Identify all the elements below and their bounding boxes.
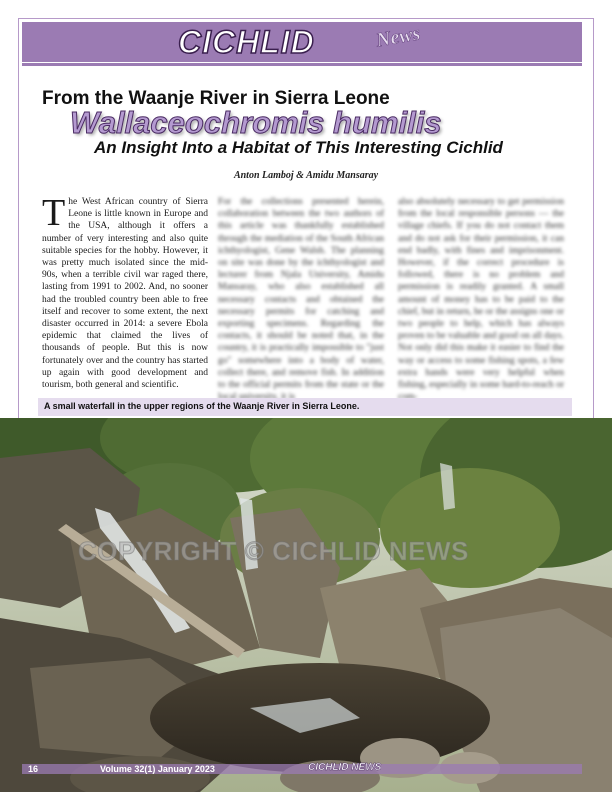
article-authors: Anton Lamboj & Amidu Mansaray <box>233 170 379 181</box>
species-title: Wallaceochromis humilis <box>70 105 442 140</box>
issue-info: Volume 32(1) January 2023 <box>100 764 215 774</box>
masthead-rule <box>22 63 582 66</box>
footer-logo: CICHLID NEWS <box>308 762 382 773</box>
copyright-watermark: COPYRIGHT © CICHLID NEWS <box>78 536 469 566</box>
column-1-text: he West African country of Sierra Leone is little known in Europe and the USA, although it offers a number of very interesting and also quite suitable species for the hobby. However, it was pretty much isolated since the mid-90s, when a terrible civil war raged there, lasting from 1991 to 2002. And, no sooner had the troubled country been able to free itself and recover to some extent, the next disaster occurred in 2014: a severe Ebola epidemic that claimed the lives of thousands of people. But this is now fortunately over and the country has started up again with good development and tourism, both general and scientific. <box>42 197 208 391</box>
column-3-text: also absolutely necessary to get permission from the local responsible persons — the village chiefs. If you do not contact them and do not ask for their permission, it can end badly, with fines and imprisonment. However, if the correct procedure is followed, there is no problem and permission is readily granted. A small amount of money has to be paid to the chief, but in return, he or the assigns one or two people to help, which has always proven to be valuable and good on all days. Not only did this make it easier to find the way or access to some fishing spots, a few extra hands were very helpful when fishing, especially in some hard-to-reach or <box>398 197 564 391</box>
masthead-subtitle: News <box>374 22 422 52</box>
waterfall-photo <box>0 418 612 792</box>
text-column-1 <box>42 192 208 391</box>
waterfall-image <box>0 418 612 792</box>
drop-cap: T <box>42 192 66 234</box>
article-headline: From the Waanje River in Sierra Leone <box>42 88 390 109</box>
masthead-title: CICHLID <box>178 24 315 60</box>
article-subhead: An Insight Into a Habitat of This Interesting Cichlid <box>94 138 503 157</box>
column-2-text: For the collections presented herein, collaboration between the two authors of this article was thankfully established through the mediation of the South African ichthyologist, Gene Walsh. The planning on site was done by the ichthyologist and lecturer from Njala University, Amidu Mansaray, who also established all necessary contacts and obtained the necessary permits for catching and exporting specimens. Regarding the contacts, it should be noted that, in the country, it is practically impossible to "just go" somewhere into a body of water, collect there, and remove fish. In addition to the official permits from the state or the <box>218 197 384 391</box>
text-column-2 <box>218 196 384 403</box>
photo-caption: A small waterfall in the upper regions of the Waanje River in Sierra Leone. <box>44 401 360 411</box>
text-column-3 <box>398 196 564 403</box>
page-number: 16 <box>28 764 39 774</box>
